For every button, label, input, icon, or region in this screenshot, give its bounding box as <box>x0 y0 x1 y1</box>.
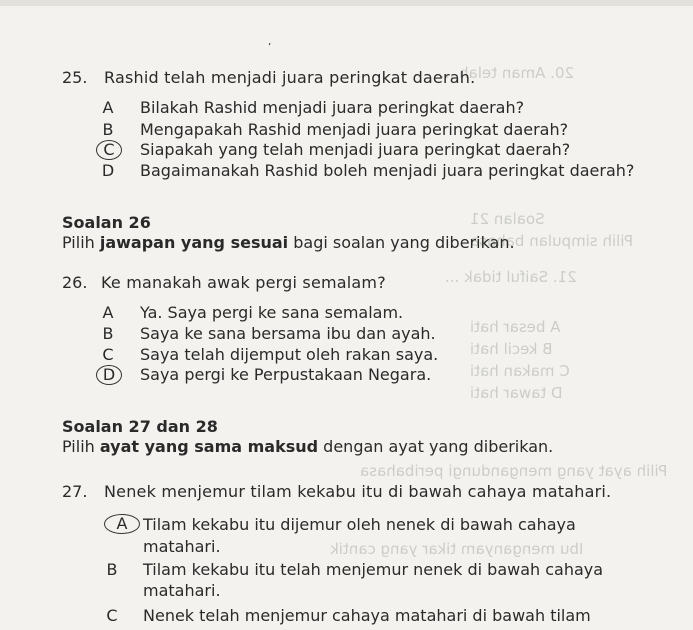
question-text: Rashid telah menjadi juara peringkat daerah. <box>104 68 476 87</box>
question-text: Ke manakah awak pergi semalam? <box>101 273 386 292</box>
bleed-through-text: C makan hati <box>470 362 570 380</box>
option-letter[interactable]: B <box>102 120 114 139</box>
option-text-continued: matahari. <box>143 581 221 600</box>
question-text: Nenek menjemur tilam kekabu itu di bawah cahaya matahari. <box>104 482 612 501</box>
option-letter-circled[interactable]: A <box>104 514 140 534</box>
option-text: Bilakah Rashid menjadi juara peringkat daerah? <box>140 98 525 117</box>
option-letter[interactable]: B <box>106 560 118 579</box>
section-heading: Soalan 27 dan 28 <box>62 417 218 436</box>
question-number: 25. <box>62 68 88 87</box>
bleed-through-text: Ibu menganyam tikar yang cantik <box>330 540 584 558</box>
instruction-bold: ayat yang sama maksud <box>99 437 319 456</box>
bleed-through-text: B kecil hati <box>470 340 553 358</box>
bleed-through-text: 21. Saiful tidak ... <box>445 268 577 286</box>
bleed-through-text: D tawar hati <box>470 384 563 402</box>
instruction-text: dengan ayat yang diberikan. <box>318 437 554 456</box>
option-text: Saya pergi ke Perpustakaan Negara. <box>140 365 432 384</box>
option-letter-circled[interactable]: C <box>96 140 122 160</box>
bleed-through-text: Soalan 21 <box>470 210 545 228</box>
option-text: Tilam kekabu itu telah menjemur nenek di bawah cahaya <box>143 560 604 579</box>
option-text: Siapakah yang telah menjadi juara peringkat daerah? <box>140 140 571 159</box>
bleed-through-text: Pilih simpulan bahasa <box>470 232 634 250</box>
option-text: Bagaimanakah Rashid boleh menjadi juara peringkat daerah? <box>140 161 635 180</box>
instruction-text: Pilih <box>62 437 100 456</box>
bleed-through-text: 20. Aman telah ... <box>440 64 575 82</box>
bleed-through-text: Pilih ayat yang mengandungi peribahasa <box>360 462 668 480</box>
instruction-text: bagi soalan yang diberikan. <box>288 233 515 252</box>
option-text: Mengapakah Rashid menjadi juara peringkat daerah? <box>140 120 569 139</box>
option-letter[interactable]: A <box>102 98 114 117</box>
question-number: 27. <box>62 482 88 501</box>
option-letter-circled[interactable]: D <box>96 365 122 385</box>
option-letter[interactable]: C <box>106 606 118 625</box>
bleed-through-text: A besar hati <box>470 318 561 336</box>
option-letter[interactable]: D <box>101 161 115 180</box>
instruction-text: Pilih <box>62 233 100 252</box>
option-text: Saya ke sana bersama ibu dan ayah. <box>140 324 436 343</box>
option-text: Ya. Saya pergi ke sana semalam. <box>140 303 404 322</box>
stray-mark: ’ <box>268 42 272 53</box>
section-heading: Soalan 26 <box>62 213 151 232</box>
scan-edge <box>0 0 693 6</box>
option-letter[interactable]: B <box>102 324 114 343</box>
question-number: 26. <box>62 273 88 292</box>
section-instruction <box>62 437 553 456</box>
option-letter[interactable]: A <box>102 303 114 322</box>
option-text-continued: matahari. <box>143 537 221 556</box>
option-text: Saya telah dijemput oleh rakan saya. <box>140 345 439 364</box>
option-letter[interactable]: C <box>102 345 114 364</box>
section-instruction <box>62 233 515 252</box>
instruction-bold: jawapan yang sesuai <box>99 233 289 252</box>
option-text: Nenek telah menjemur cahaya matahari di bawah tilam <box>143 606 591 625</box>
option-text: Tilam kekabu itu dijemur oleh nenek di bawah cahaya <box>143 515 576 534</box>
